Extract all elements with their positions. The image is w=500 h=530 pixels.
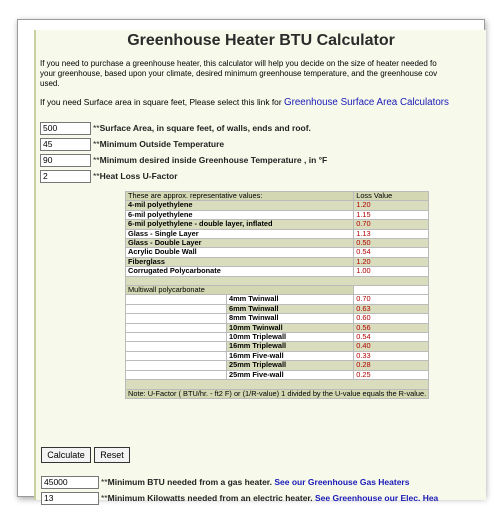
intro-line-1: If you need to purchase a greenhouse heater, this calculator will help you decide on the size of heater needed fo [40,59,437,68]
reset-button[interactable]: Reset [94,447,130,463]
material-name: 6-mil polyethylene - double layer, inflated [126,220,354,229]
multiwall-row [126,342,429,351]
multiwall-name: 8mm Twinwall [227,314,354,323]
calculator-frame [17,19,485,503]
material-loss-value: 1.20 [354,201,429,210]
table-header-right: Loss Value [354,192,429,201]
material-row [126,220,429,229]
gas-heaters-link[interactable]: See our Greenhouse Gas Heaters [274,477,410,487]
intro-text [40,59,500,89]
surface-area-calculators-link[interactable]: Greenhouse Surface Area Calculators [283,97,449,108]
table-spacer [126,380,429,389]
multiwall-loss-value: 0.70 [354,295,429,304]
surface-area-link-line [40,97,449,108]
multiwall-loss-value: 0.54 [354,333,429,342]
page-title: Greenhouse Heater BTU Calculator [127,32,395,49]
calculator-panel [34,30,486,503]
asterisks: ** [101,493,108,503]
material-name: Corrugated Polycarbonate [126,267,354,276]
material-name: Glass - Double Layer [126,239,354,248]
multiwall-row [126,314,429,323]
calculate-button[interactable]: Calculate [41,447,91,463]
material-loss-value: 0.54 [354,248,429,257]
table-header-left: These are approx. representative values: [126,192,354,201]
multiwall-loss-value: 0.28 [354,361,429,370]
material-loss-value: 1.00 [354,267,429,276]
multiwall-name: 16mm Triplewall [227,342,354,351]
intro-line-3: used. [40,79,60,88]
multiwall-loss-value: 0.25 [354,370,429,379]
multiwall-name: 6mm Twinwall [227,304,354,313]
asterisks: ** [93,171,100,181]
inside-temp-input[interactable]: 90 [40,154,91,167]
inside-temp-label: Minimum desired inside Greenhouse Temperature , in °F [99,155,328,165]
multiwall-name: 25mm Triplewall [227,361,354,370]
multiwall-name: 4mm Twinwall [227,295,354,304]
electric-heaters-link[interactable]: See Greenhouse our Elec. Hea [314,493,439,503]
material-name: Glass - Single Layer [126,229,354,238]
asterisks: ** [101,477,108,487]
material-name: 6-mil polyethylene [126,210,354,219]
material-loss-value: 1.20 [354,257,429,266]
outside-temp-label: Minimum Outside Temperature [99,139,225,149]
material-row [126,267,429,276]
multiwall-name: 10mm Triplewall [227,333,354,342]
table-note-row [126,389,429,398]
multiwall-row [126,295,429,304]
material-loss-value: 1.13 [354,229,429,238]
u-factor-input[interactable]: 2 [40,170,91,183]
u-factor-table [125,191,429,399]
multiwall-label: Multiwall polycarbonate [126,286,354,295]
multiwall-name: 10mm Twinwall [227,323,354,332]
asterisks: ** [93,139,100,149]
intro-line-2: your greenhouse, based upon your climate, desired minimum greenhouse temperature, and the greenhouse cov [40,69,438,78]
u-factor-label: Heat Loss U-Factor [99,171,178,181]
multiwall-loss-value: 0.33 [354,351,429,360]
multiwall-name: 25mm Five-wall [227,370,354,379]
material-loss-value: 1.15 [354,210,429,219]
surface-area-link-prefix: If you need Surface area in square feet, Please select this link for [40,97,284,107]
asterisks: ** [93,155,100,165]
table-note: Note: U-Factor ( BTU/hr. - ft2 F) or (1/R-value) 1 divided by the U-value equals the R-value. [126,389,429,398]
surface-area-input[interactable]: 500 [40,122,91,135]
asterisks: ** [93,123,100,133]
material-loss-value: 0.70 [354,220,429,229]
multiwall-name: 16mm Five-wall [227,351,354,360]
surface-area-label: Surface Area, in square feet, of walls, ends and roof. [99,123,311,133]
multiwall-loss-value: 0.56 [354,323,429,332]
btu-output-label: Minimum BTU needed from a gas heater. [107,477,275,487]
multiwall-row [126,361,429,370]
material-name: Fiberglass [126,257,354,266]
multiwall-row [126,370,429,379]
material-row [126,248,429,257]
multiwall-loss-value: 0.60 [354,314,429,323]
material-row [126,201,429,210]
multiwall-loss-value: 0.63 [354,304,429,313]
material-loss-value: 0.50 [354,239,429,248]
kw-output-field[interactable]: 13 [41,492,99,505]
multiwall-loss-value: 0.40 [354,342,429,351]
btu-output-field[interactable]: 45000 [41,476,99,489]
material-name: 4-mil polyethylene [126,201,354,210]
material-name: Acrylic Double Wall [126,248,354,257]
outside-temp-input[interactable]: 45 [40,138,91,151]
kw-output-label: Minimum Kilowatts needed from an electric heater. [107,493,315,503]
